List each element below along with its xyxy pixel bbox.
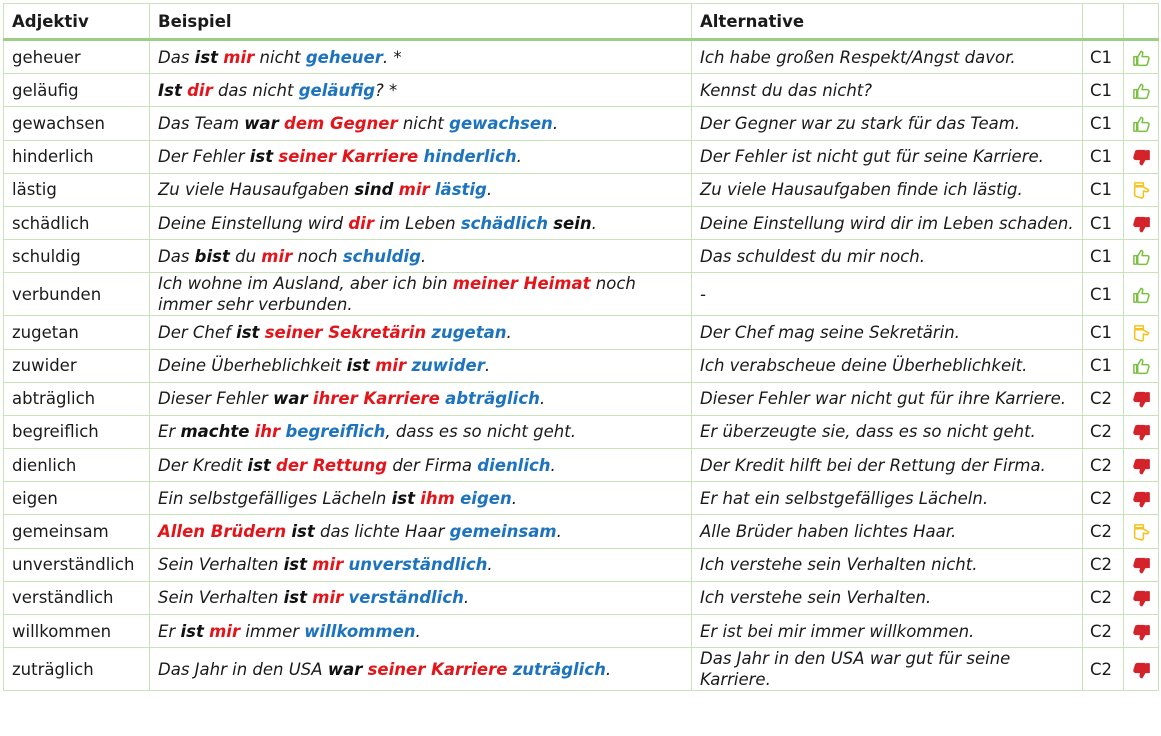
- thumbs-down-icon: [1132, 556, 1151, 575]
- table-row: [4, 107, 1159, 140]
- thumbs-down-icon: [1132, 148, 1151, 167]
- highlight-text: meiner Heimat: [452, 274, 591, 294]
- highlight-text: seiner Sekretärin: [264, 322, 427, 342]
- table-row: [4, 240, 1159, 273]
- cell-adjektiv: gemeinsam: [4, 515, 150, 548]
- cell-beispiel: Das bist du mir noch schuldig.: [150, 240, 692, 273]
- cell-beispiel: Dieser Fehler war ihrer Karriere abträglich.: [150, 382, 692, 415]
- thumbs-down-icon: [1132, 390, 1151, 409]
- highlight-text: war: [244, 113, 279, 133]
- header-beispiel: Beispiel: [150, 4, 692, 40]
- cell-adjektiv: willkommen: [4, 615, 150, 648]
- cell-level: C1: [1083, 206, 1124, 239]
- table-row: [4, 316, 1159, 349]
- highlight-text: ist: [247, 455, 271, 475]
- highlight-text: dem Gegner: [284, 113, 398, 133]
- cell-alternative: Der Kredit hilft bei der Rettung der Firma.: [692, 449, 1083, 482]
- cell-alternative: Das schuldest du mir noch.: [692, 240, 1083, 273]
- highlight-text: willkommen: [304, 621, 416, 641]
- cell-beispiel: Sein Verhalten ist mir verständlich.: [150, 581, 692, 614]
- cell-level: C1: [1083, 240, 1124, 273]
- highlight-text: mir: [223, 47, 255, 67]
- highlight-text: dienlich: [477, 455, 551, 475]
- highlight-text: Ist: [158, 80, 182, 100]
- highlight-text: war: [273, 389, 308, 409]
- cell-rating: [1124, 316, 1159, 349]
- adjective-table: [3, 3, 1159, 691]
- cell-adjektiv: geheuer: [4, 40, 150, 74]
- cell-alternative: -: [692, 273, 1083, 316]
- thumbs-sideways-icon: [1132, 523, 1151, 542]
- cell-beispiel: Deine Überheblichkeit ist mir zuwider.: [150, 349, 692, 382]
- table-row: [4, 206, 1159, 239]
- cell-rating: [1124, 548, 1159, 581]
- cell-adjektiv: hinderlich: [4, 140, 150, 173]
- highlight-text: zuwider: [411, 356, 485, 376]
- highlight-text: ihrer Karriere: [312, 389, 440, 409]
- thumbs-down-icon: [1132, 490, 1151, 509]
- cell-level: C2: [1083, 449, 1124, 482]
- cell-adjektiv: zugetan: [4, 316, 150, 349]
- cell-adjektiv: schädlich: [4, 206, 150, 239]
- cell-adjektiv: lästig: [4, 173, 150, 206]
- header-row: [4, 4, 1159, 40]
- thumbs-up-icon: [1132, 82, 1151, 101]
- highlight-text: geläufig: [298, 80, 376, 100]
- highlight-text: hinderlich: [423, 147, 517, 167]
- cell-alternative: Dieser Fehler war nicht gut für ihre Karriere.: [692, 382, 1083, 415]
- table-row: [4, 449, 1159, 482]
- table-row: [4, 581, 1159, 614]
- thumbs-down-icon: [1132, 457, 1151, 476]
- cell-beispiel: Das ist mir nicht geheuer. *: [150, 40, 692, 74]
- table-row: [4, 74, 1159, 107]
- cell-level: C1: [1083, 40, 1124, 74]
- table-row: [4, 515, 1159, 548]
- cell-rating: [1124, 173, 1159, 206]
- thumbs-up-icon: [1132, 357, 1151, 376]
- header-level: [1083, 4, 1124, 40]
- highlight-text: mir: [261, 246, 293, 266]
- cell-rating: [1124, 140, 1159, 173]
- cell-level: C2: [1083, 415, 1124, 448]
- thumbs-down-icon: [1132, 589, 1151, 608]
- table-row: [4, 648, 1159, 691]
- highlight-text: bist: [194, 246, 230, 266]
- cell-beispiel: Ein selbstgefälliges Lächeln ist ihm eigen.: [150, 482, 692, 515]
- thumbs-up-icon: [1132, 49, 1151, 68]
- cell-adjektiv: verständlich: [4, 581, 150, 614]
- cell-alternative: Er hat ein selbstgefälliges Lächeln.: [692, 482, 1083, 515]
- highlight-text: dir: [348, 213, 374, 233]
- cell-level: C1: [1083, 140, 1124, 173]
- cell-rating: [1124, 240, 1159, 273]
- cell-beispiel: Der Chef ist seiner Sekretärin zugetan.: [150, 316, 692, 349]
- cell-level: C2: [1083, 382, 1124, 415]
- cell-alternative: Ich verabscheue deine Überheblichkeit.: [692, 349, 1083, 382]
- highlight-text: seiner Karriere: [367, 659, 508, 679]
- cell-adjektiv: geläufig: [4, 74, 150, 107]
- highlight-text: ist: [194, 47, 219, 67]
- highlight-text: gewachsen: [449, 113, 553, 133]
- cell-rating: [1124, 382, 1159, 415]
- highlight-text: zugetan: [431, 322, 507, 342]
- cell-beispiel: Das Team war dem Gegner nicht gewachsen.: [150, 107, 692, 140]
- thumbs-up-icon: [1132, 286, 1151, 305]
- cell-level: C1: [1083, 107, 1124, 140]
- highlight-text: ist: [249, 147, 274, 167]
- highlight-text: ist: [391, 488, 415, 508]
- cell-rating: [1124, 615, 1159, 648]
- highlight-text: eigen: [460, 488, 512, 508]
- highlight-text: mir: [312, 555, 344, 575]
- cell-level: C2: [1083, 482, 1124, 515]
- highlight-text: sein: [553, 213, 592, 233]
- cell-beispiel: Der Kredit ist der Rettung der Firma dienlich.: [150, 449, 692, 482]
- cell-level: C2: [1083, 548, 1124, 581]
- cell-rating: [1124, 581, 1159, 614]
- highlight-text: ihm: [420, 488, 455, 508]
- highlight-text: zuträglich: [512, 659, 606, 679]
- cell-level: C1: [1083, 349, 1124, 382]
- cell-level: C1: [1083, 74, 1124, 107]
- cell-adjektiv: unverständlich: [4, 548, 150, 581]
- header-rating: [1124, 4, 1159, 40]
- highlight-text: ist: [291, 522, 315, 542]
- thumbs-up-icon: [1132, 248, 1151, 267]
- cell-alternative: Das Jahr in den USA war gut für seine Karriere.: [692, 648, 1083, 691]
- highlight-text: war: [327, 659, 363, 679]
- cell-level: C1: [1083, 316, 1124, 349]
- cell-rating: [1124, 273, 1159, 316]
- thumbs-up-icon: [1132, 115, 1151, 134]
- highlight-text: ist: [180, 621, 204, 641]
- cell-rating: [1124, 40, 1159, 74]
- highlight-text: lästig: [434, 180, 487, 200]
- cell-rating: [1124, 648, 1159, 691]
- header-adjektiv: Adjektiv: [4, 4, 150, 40]
- cell-beispiel: Er machte ihr begreiflich, dass es so nicht geht.: [150, 415, 692, 448]
- cell-rating: [1124, 515, 1159, 548]
- cell-rating: [1124, 449, 1159, 482]
- table-row: [4, 173, 1159, 206]
- highlight-text: mir: [209, 621, 241, 641]
- highlight-text: ist: [236, 322, 260, 342]
- highlight-text: ihr: [254, 422, 281, 442]
- cell-beispiel: Allen Brüdern ist das lichte Haar gemeinsam.: [150, 515, 692, 548]
- cell-adjektiv: begreiflich: [4, 415, 150, 448]
- highlight-text: schuldig: [342, 246, 421, 266]
- highlight-text: geheuer: [305, 47, 383, 67]
- table-row: [4, 415, 1159, 448]
- highlight-text: ist: [283, 588, 308, 608]
- cell-level: C1: [1083, 273, 1124, 316]
- highlight-text: abträglich: [445, 389, 540, 409]
- cell-beispiel: Das Jahr in den USA war seiner Karriere zuträglich.: [150, 648, 692, 691]
- thumbs-down-icon: [1132, 661, 1151, 680]
- cell-rating: [1124, 349, 1159, 382]
- cell-rating: [1124, 107, 1159, 140]
- thumbs-down-icon: [1132, 215, 1151, 234]
- table-row: [4, 548, 1159, 581]
- cell-level: C2: [1083, 615, 1124, 648]
- cell-beispiel: Deine Einstellung wird dir im Leben schädlich sein.: [150, 206, 692, 239]
- cell-alternative: Er überzeugte sie, dass es so nicht geht.: [692, 415, 1083, 448]
- cell-alternative: Der Fehler ist nicht gut für seine Karriere.: [692, 140, 1083, 173]
- thumbs-down-icon: [1132, 423, 1151, 442]
- thumbs-sideways-icon: [1132, 181, 1151, 200]
- cell-level: C2: [1083, 515, 1124, 548]
- cell-adjektiv: abträglich: [4, 382, 150, 415]
- cell-beispiel: Der Fehler ist seiner Karriere hinderlich.: [150, 140, 692, 173]
- cell-alternative: Kennst du das nicht?: [692, 74, 1083, 107]
- highlight-text: schädlich: [460, 213, 548, 233]
- cell-alternative: Ich verstehe sein Verhalten.: [692, 581, 1083, 614]
- cell-adjektiv: schuldig: [4, 240, 150, 273]
- cell-alternative: Der Chef mag seine Sekretärin.: [692, 316, 1083, 349]
- highlight-text: dir: [187, 80, 213, 100]
- cell-adjektiv: gewachsen: [4, 107, 150, 140]
- highlight-text: verständlich: [348, 588, 464, 608]
- cell-adjektiv: verbunden: [4, 273, 150, 316]
- cell-adjektiv: zuträglich: [4, 648, 150, 691]
- cell-alternative: Ich verstehe sein Verhalten nicht.: [692, 548, 1083, 581]
- cell-adjektiv: dienlich: [4, 449, 150, 482]
- table-row: [4, 140, 1159, 173]
- cell-level: C2: [1083, 648, 1124, 691]
- table-row: [4, 382, 1159, 415]
- thumbs-sideways-icon: [1132, 324, 1151, 343]
- highlight-text: mir: [375, 356, 407, 376]
- highlight-text: mir: [398, 180, 430, 200]
- highlight-text: sind: [354, 180, 394, 200]
- cell-level: C1: [1083, 173, 1124, 206]
- cell-beispiel: Ist dir das nicht geläufig? *: [150, 74, 692, 107]
- cell-rating: [1124, 482, 1159, 515]
- highlight-text: ist: [346, 356, 370, 376]
- cell-alternative: Ich habe großen Respekt/Angst davor.: [692, 40, 1083, 74]
- cell-alternative: Er ist bei mir immer willkommen.: [692, 615, 1083, 648]
- highlight-text: mir: [312, 588, 344, 608]
- cell-alternative: Zu viele Hausaufgaben finde ich lästig.: [692, 173, 1083, 206]
- cell-alternative: Deine Einstellung wird dir im Leben schaden.: [692, 206, 1083, 239]
- highlight-text: unverständlich: [348, 555, 488, 575]
- cell-beispiel: Er ist mir immer willkommen.: [150, 615, 692, 648]
- table-body: [4, 40, 1159, 691]
- table-row: [4, 615, 1159, 648]
- highlight-text: machte: [180, 422, 250, 442]
- cell-adjektiv: zuwider: [4, 349, 150, 382]
- table-row: [4, 349, 1159, 382]
- cell-adjektiv: eigen: [4, 482, 150, 515]
- highlight-text: ist: [283, 555, 308, 575]
- cell-rating: [1124, 415, 1159, 448]
- thumbs-down-icon: [1132, 623, 1151, 642]
- highlight-text: seiner Karriere: [278, 147, 419, 167]
- cell-rating: [1124, 74, 1159, 107]
- table-row: [4, 40, 1159, 74]
- highlight-text: Allen Brüdern: [158, 522, 287, 542]
- cell-beispiel: Sein Verhalten ist mir unverständlich.: [150, 548, 692, 581]
- cell-alternative: Alle Brüder haben lichtes Haar.: [692, 515, 1083, 548]
- highlight-text: begreiflich: [285, 422, 386, 442]
- header-alternative: Alternative: [692, 4, 1083, 40]
- cell-alternative: Der Gegner war zu stark für das Team.: [692, 107, 1083, 140]
- highlight-text: der Rettung: [276, 455, 388, 475]
- cell-level: C2: [1083, 581, 1124, 614]
- table-row: [4, 482, 1159, 515]
- cell-beispiel: Zu viele Hausaufgaben sind mir lästig.: [150, 173, 692, 206]
- highlight-text: gemeinsam: [449, 522, 557, 542]
- cell-beispiel: Ich wohne im Ausland, aber ich bin meiner Heimat noch immer sehr verbunden.: [150, 273, 692, 316]
- table-row: [4, 273, 1159, 316]
- cell-rating: [1124, 206, 1159, 239]
